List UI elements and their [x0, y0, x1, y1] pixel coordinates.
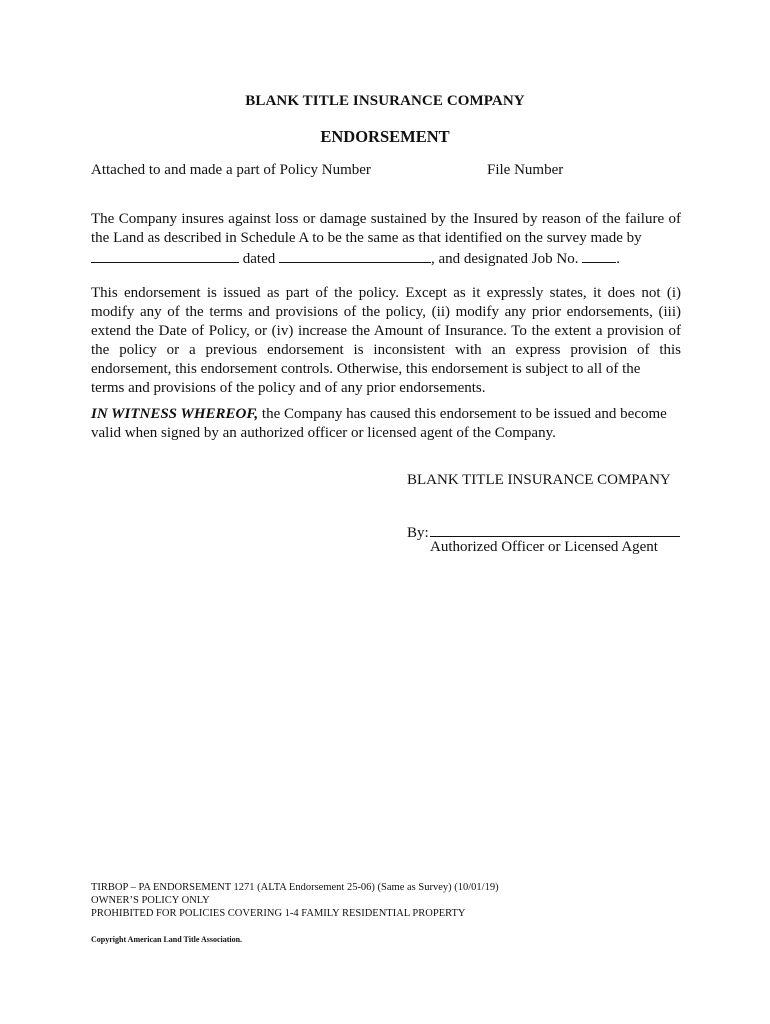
footer-prohibition: PROHIBITED FOR POLICIES COVERING 1-4 FAMILY RESIDENTIAL PROPERTY: [91, 908, 466, 919]
job-number-period: .: [616, 251, 620, 267]
survey-paragraph-text: The Company insures against loss or damage sustained by the Insured by reason of the failure of the Land as described in Schedule A to be the same as that identified on the survey made by: [91, 211, 681, 246]
document-title: ENDORSEMENT: [320, 127, 450, 146]
policy-terms-paragraph: [91, 284, 681, 398]
job-number-label: , and designated Job No.: [430, 251, 579, 267]
file-number-label: File Number: [487, 162, 564, 178]
copyright-notice: Copyright American Land Title Association.: [91, 935, 243, 944]
witness-last-line: valid when signed by an authorized officer or licensed agent of the Company.: [91, 425, 556, 441]
footer-policy-scope: OWNER’S POLICY ONLY: [91, 895, 210, 906]
survey-date-blank-field[interactable]: [279, 248, 431, 263]
survey-paragraph-blanks-line: [91, 248, 681, 269]
dated-label: dated: [242, 251, 276, 267]
survey-paragraph: [91, 210, 681, 269]
signature-by-label: By:: [407, 525, 429, 541]
witness-text: the Company has caused this endorsement to be issued and become: [258, 406, 667, 422]
witness-paragraph: [91, 405, 681, 443]
policy-number-label: Attached to and made a part of Policy Number: [91, 162, 371, 178]
policy-terms-text: This endorsement is issued as part of the policy. Except as it expressly states, it does not (i) modify any of the terms and provisions of the policy, (ii) modify any prior endorsements, (iii) extend the Date of Policy, or (iv) increase the Amount of Insurance. To the extent a provision of the policy or a previous endorsement is inconsistent with an express provision of this endorsement, this endorsement controls. Otherwise, this endorsement is subject to all of the: [91, 285, 681, 377]
job-number-blank-field[interactable]: [582, 248, 616, 263]
witness-emphasis: IN WITNESS WHEREOF,: [91, 406, 259, 422]
footer-form-id: TIRBOP – PA ENDORSEMENT 1271 (ALTA Endorsement 25-06) (Same as Survey) (10/01/19): [91, 882, 499, 893]
signature-caption: Authorized Officer or Licensed Agent: [430, 539, 658, 555]
signature-field[interactable]: [430, 521, 680, 537]
policy-reference-line: [91, 162, 681, 179]
policy-terms-last-line: terms and provisions of the policy and of any prior endorsements.: [91, 380, 486, 396]
company-title: BLANK TITLE INSURANCE COMPANY: [245, 93, 525, 109]
signature-company-name: BLANK TITLE INSURANCE COMPANY: [407, 472, 671, 488]
surveyor-blank-field[interactable]: [91, 248, 239, 263]
form-footer: [91, 881, 499, 920]
